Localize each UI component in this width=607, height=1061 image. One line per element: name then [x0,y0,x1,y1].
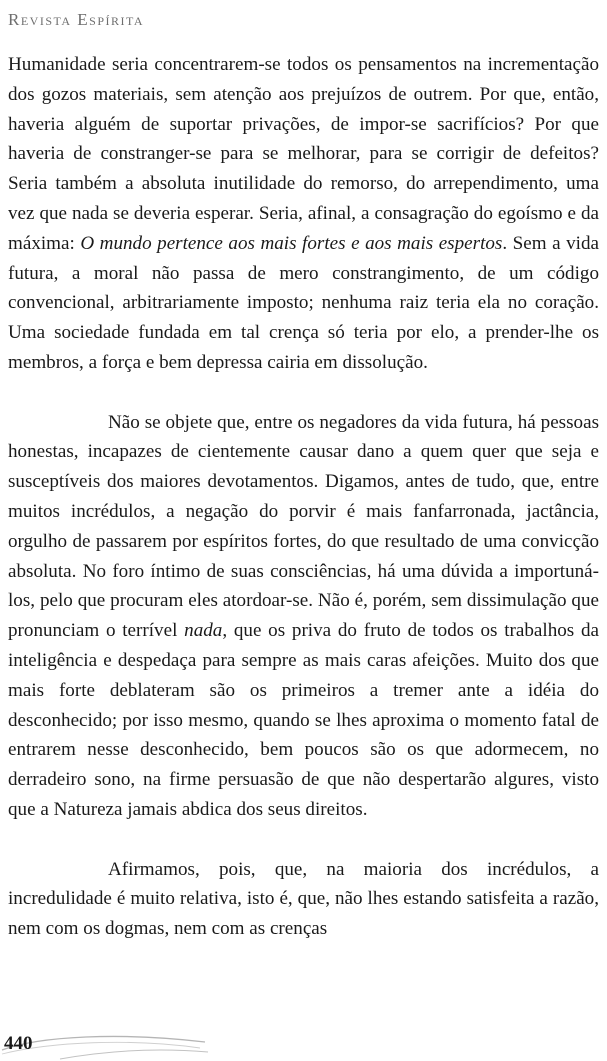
paragraph-2-italic-nada: nada [184,620,223,642]
body-text [8,50,599,944]
running-head: Revista Espírita [8,10,145,29]
paragraph-1 [8,50,599,378]
paragraph-2-run-3: , que os priva do fruto de todos os trabalhos da inteligência e despedaça para sempre as mais caras afeições. Muito dos que mais forte deblateram são os primeiros a tremer ante a idéia do desconhecido; por isso mesmo, quando se lhes aproxima o momento fatal de entrarem nesse desconhecido, bem poucos são os que adormecem, no derradeiro sono, na firme persuasão de que não despertarão algures, visto que a Natureza jamais abdica dos seus direitos. [8,620,599,820]
paragraph-3-run-1: Afirmamos, pois, que, na maioria dos incrédulos, a incredulidade é muito relativa, isto é, que, não lhes estando satisfeita a razão, nem com os dogmas, nem com as crenças [8,858,599,940]
paragraph-2-run-1: Não se objete que, entre os negadores da vida futura, há pessoas honestas, incapazes de cientemente causar dano a quem quer que seja e susceptíveis dos maiores devotamentos. Digamos, antes de tudo, que, entre muitos incrédulos, a negação do porvir é mais fanfarronada, jactância, orgulho de passarem por espíritos fortes, do que resultado de uma convicção absoluta. No foro íntimo de suas consciências, há uma dúvida a importuná-los, pelo que procuram eles atordoar-se. Não é, porém, sem dissimulação que pronunciam o terrível [8,411,599,642]
paragraph-3 [8,855,599,944]
paragraph-2 [8,408,599,825]
paragraph-1-run-3: . Sem a vida futura, a moral não passa de mero constrangimento, de um código convencional, arbitrariamente imposto; nenhuma raiz teria ela no coração. Uma sociedade fundada em tal crença só teria por elo, a prender-lhe os membros, a força e bem depressa cairia em dissolução. [8,232,599,373]
paragraph-1-italic-maxim: O mundo pertence aos mais fortes e aos mais espertos [80,232,503,254]
paragraph-1-run-1: Humanidade seria concentrarem-se todos os pensamentos na incrementação dos gozos materiais, sem atenção aos prejuízos de outrem. Por que, então, haveria alguém de suportar privações, de impor-se sacrifícios? Por que haveria de constranger-se para se melhorar, para se corrigir de defeitos? Seria também a absoluta inutilidade do remorso, do arrependimento, uma vez que nada se deveria esperar. Seria, afinal, a consagração do egoísmo e da máxima: [8,54,599,254]
page-number: 440 [4,1033,33,1054]
